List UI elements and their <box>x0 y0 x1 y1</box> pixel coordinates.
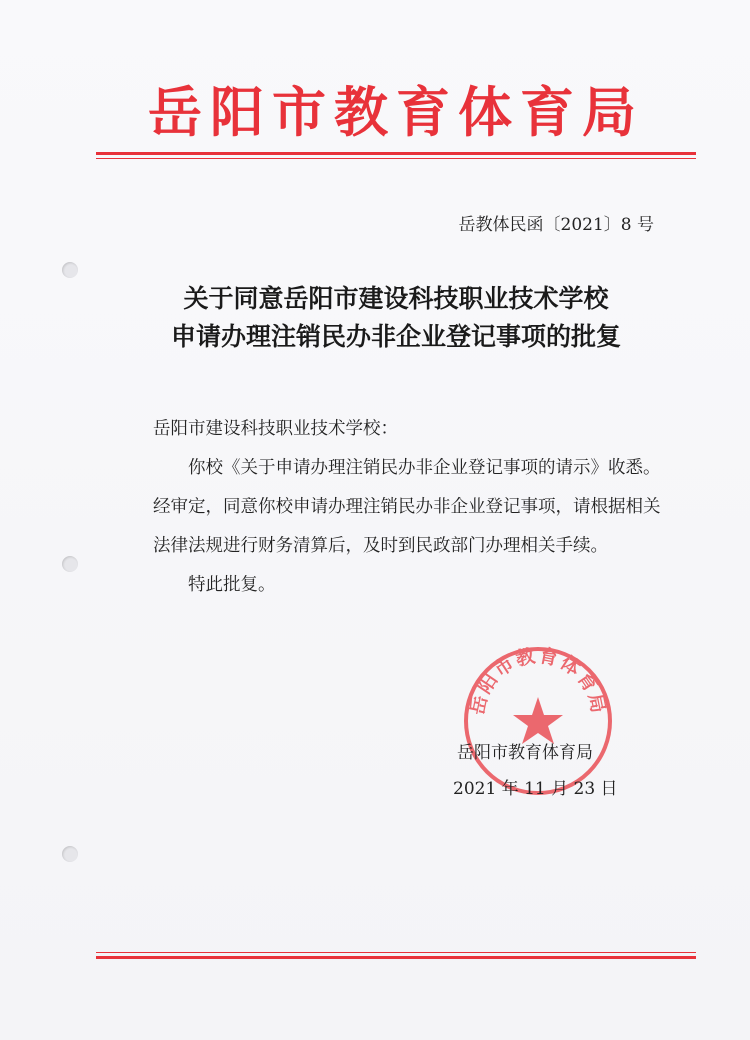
title-line-2: 申请办理注销民办非企业登记事项的批复 <box>170 322 621 351</box>
footer-divider-thin <box>96 952 696 953</box>
salutation: 岳阳市建设科技职业技术学校： <box>153 419 398 439</box>
signature-organization: 岳阳市教育体育局 <box>457 743 593 763</box>
punch-hole-icon <box>62 556 78 572</box>
punch-hole-icon <box>62 262 78 278</box>
document-title <box>96 280 696 356</box>
seal-text: 岳阳市教育体育局 <box>466 645 610 717</box>
signature-date: 2021 年 11 月 23 日 <box>453 779 618 799</box>
title-line-1: 关于同意岳阳市建设科技职业技术学校 <box>183 284 609 313</box>
closing-text: 特此批复。 <box>188 575 276 595</box>
body-paragraph: 你校《关于申请办理注销民办非企业登记事项的请示》收悉。经审定，同意你校申请办理注销民办非企业登记事项，请根据相关法律法规进行财务清算后，及时到民政部门办理相关手续。 <box>153 458 661 556</box>
footer-divider <box>96 956 696 959</box>
seal-star-icon <box>513 697 563 744</box>
document-body <box>153 410 673 605</box>
document-number: 岳教体民函〔2021〕8 号 <box>458 215 654 235</box>
punch-hole-icon <box>62 846 78 862</box>
masthead-divider-thin <box>96 158 696 159</box>
masthead-title: 岳阳市教育体育局 <box>148 81 644 144</box>
masthead-divider <box>96 152 696 155</box>
